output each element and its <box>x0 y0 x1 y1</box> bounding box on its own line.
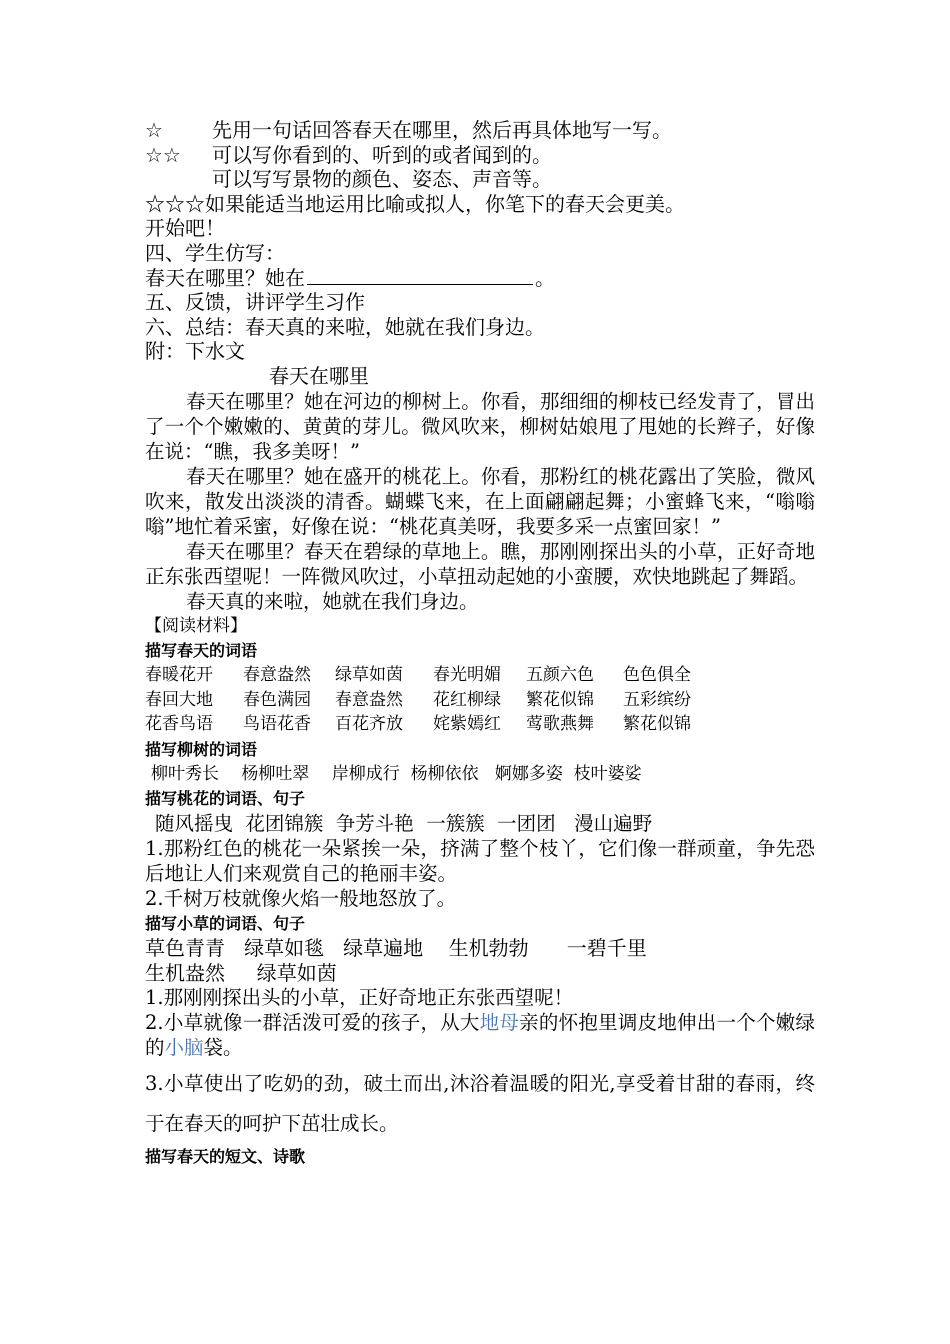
peach-sentence-2: 2.千树万枝就像火焰一般地怒放了。 <box>145 887 457 911</box>
spring-words-row <box>145 688 815 713</box>
grass-heading: 描写小草的词语、句子 <box>145 914 306 934</box>
grass-sentence-1: 1.那刚刚探出头的小草，正好奇地正东张西望呢！ <box>145 986 574 1010</box>
word: 春暖花开 <box>145 665 213 686</box>
step-five: 五、反馈，讲评学生习作 <box>145 290 365 315</box>
word: 色色俱全 <box>623 665 691 686</box>
essay-title: 春天在哪里 <box>269 363 369 388</box>
tip-two-star-text: 可以写你看到的、听到的或者闻到的。 <box>212 142 552 167</box>
word: 春色满园 <box>243 689 311 710</box>
tip-two-star-cont <box>145 167 815 192</box>
essay-paragraph-1: 春天在哪里？她在河边的柳树上。你看，那细细的柳枝已经发青了，冒出了一个个嫩嫩的、黄黄的芽儿。微风吹来，柳树姑娘甩了甩她的长辫子，好像在说：“瞧，我多美呀！” <box>145 389 815 463</box>
peach-heading: 描写桃花的词语、句子 <box>145 789 306 809</box>
word: 鸟语花香 <box>243 714 311 735</box>
fill-in-line <box>145 266 815 291</box>
reading-heading: 【阅读材料】 <box>145 615 247 636</box>
grass-words-2: 生机盎然 绿草如茵 <box>145 960 337 985</box>
word: 绿草如茵 <box>335 665 403 686</box>
willow-words: 柳叶秀长 杨柳吐翠 岸柳成行 杨柳依依 婀娜多姿 枝叶婆娑 <box>151 763 642 784</box>
grass-sentence-3: 3.小草使出了吃奶的劲，破土而出,沐浴着温暖的阳光,享受着甘甜的春雨，终于在春天的呵护下茁壮成长。 <box>145 1072 815 1136</box>
tip-one-star-text: 先用一句话回答春天在哪里，然后再具体地写一写。 <box>212 118 672 142</box>
word: 花香鸟语 <box>145 714 213 735</box>
link-xiaonao[interactable]: 小脑 <box>164 1036 204 1060</box>
word: 繁花似锦 <box>623 714 691 735</box>
grass-sentence-2-part-c: 袋。 <box>203 1036 243 1060</box>
fill-prefix: 春天在哪里？她在 <box>145 265 305 290</box>
word: 繁花似锦 <box>526 689 594 710</box>
peach-words: 随风摇曳 花团锦簇 争芳斗艳 一簇簇 一团团 漫山遍野 <box>155 812 653 836</box>
appendix-label: 附：下水文 <box>145 339 245 364</box>
peach-sentence-1: 1.那粉红色的桃花一朵紧挨一朵，挤满了整个枝丫，它们像一群顽童，争先恐后地让人们来观赏自己的艳丽丰姿。 <box>145 837 815 886</box>
star-icon: ☆ <box>145 118 163 142</box>
grass-sentence-2-part-a: 2.小草就像一群活泼可爱的孩子，从大 <box>145 1011 480 1035</box>
word: 五颜六色 <box>526 665 594 686</box>
word: 春光明媚 <box>433 665 501 686</box>
spring-words-grid <box>145 663 815 737</box>
word: 姹紫嫣红 <box>433 714 501 735</box>
essay-paragraph-3: 春天在哪里？春天在碧绿的草地上。瞧，那刚刚探出头的小草，正好奇地正东张西望呢！一阵微风吹过，小草扭动起她的小蛮腰，欢快地跳起了舞蹈。 <box>145 539 815 588</box>
willow-words-heading: 描写柳树的词语 <box>145 739 258 759</box>
start-text: 开始吧！ <box>145 216 225 241</box>
fill-blank <box>307 266 533 285</box>
word: 莺歌燕舞 <box>526 714 594 735</box>
word: 百花齐放 <box>335 714 403 735</box>
document-page <box>145 118 815 1169</box>
tip-three-star-text: 如果能适当地运用比喻或拟人，你笔下的春天会更美。 <box>205 191 685 216</box>
tip-two-star <box>145 143 815 168</box>
grass-sentence-2 <box>145 1010 815 1060</box>
tip-one-star <box>145 118 815 143</box>
word: 五彩缤纷 <box>623 689 691 710</box>
spring-words-row <box>145 712 815 737</box>
short-essay-heading: 描写春天的短文、诗歌 <box>145 1147 306 1167</box>
step-four: 四、学生仿写： <box>145 240 285 265</box>
grass-sentence-2-part-b: 亲的怀抱里调皮地伸出一个个嫩绿的 <box>145 1011 815 1060</box>
spring-words-row <box>145 663 815 688</box>
word: 春意盎然 <box>243 665 311 686</box>
essay-paragraph-4: 春天真的来啦，她就在我们身边。 <box>186 589 479 613</box>
star-icon: ☆☆ <box>145 142 181 167</box>
fill-suffix: 。 <box>535 265 555 290</box>
link-dimu[interactable]: 地母 <box>479 1011 520 1035</box>
grass-words-1: 草色青青 绿草如毯 绿草遍地 生机勃勃 一碧千里 <box>145 936 647 961</box>
spring-words-heading: 描写春天的词语 <box>145 641 258 661</box>
word: 花红柳绿 <box>433 689 501 710</box>
essay-paragraph-2: 春天在哪里？她在盛开的桃花上。你看，那粉红的桃花露出了笑脸，微风吹来，散发出淡淡的清香。蝴蝶飞来，在上面翩翩起舞；小蜜蜂飞来，“嗡嗡嗡”地忙着采蜜，好像在说：“桃花真美呀，我要多采一点蜜回家！” <box>145 464 815 538</box>
word: 春意盎然 <box>335 689 403 710</box>
word: 春回大地 <box>145 689 213 710</box>
star-icon: ☆☆☆ <box>145 191 205 216</box>
tip-three-star <box>145 192 815 217</box>
step-six: 六、总结：春天真的来啦，她就在我们身边。 <box>145 314 545 339</box>
tip-two-star-text-2: 可以写写景物的颜色、姿态、声音等。 <box>212 167 552 192</box>
